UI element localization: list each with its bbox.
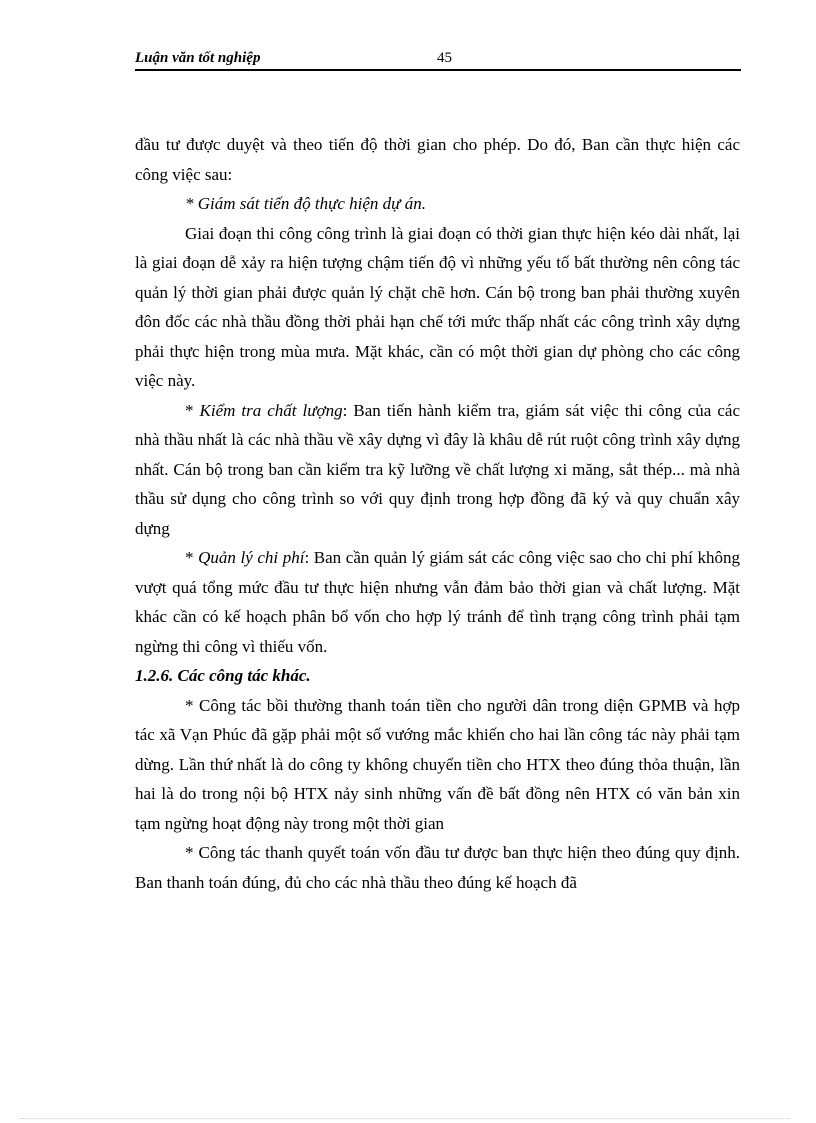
cost-management-text: : Ban cần quản lý giám sát các công việc sao cho chi phí không vượt quá tổng mức đầu tư thực hiện nhưng vẫn đảm bảo thời gian và chất lượng. Mặt khác cần có kế hoạch phân bổ vốn cho hợp lý tránh để tình trạng công trình phải tạm ngừng thi công vì thiếu vốn.	[135, 548, 740, 656]
quality-check-label: Kiểm tra chất lượng	[199, 400, 343, 420]
paragraph-quality-check	[135, 396, 740, 544]
cost-management-label: Quản lý chi phí	[198, 548, 305, 567]
paragraph-intro: đầu tư được duyệt và theo tiến độ thời gian cho phép. Do đó, Ban cần thực hiện các công việc sau:	[135, 135, 740, 184]
page-body	[135, 130, 740, 897]
quality-check-text: : Ban tiến hành kiểm tra, giám sát việc thi công của các nhà thầu nhất là các nhà thầu về xây dựng vì đây là khâu dễ rút ruột công trình xây dựng nhất. Cán bộ trong ban cần kiểm tra kỹ lưỡng về chất lượng xi măng, sắt thép... mà nhà thầu sử dụng cho công trình so với quy định trong hợp đồng đã ký và quy chuẩn xây dựng	[135, 400, 741, 538]
page-number: 45	[437, 50, 452, 66]
footer-divider	[20, 1118, 790, 1119]
paragraph-cost-management	[135, 543, 740, 661]
paragraph-construction-phase: Giai đoạn thi công công trình là giai đoạn có thời gian thực hiện kéo dài nhất, lại là giai đoạn dễ xảy ra hiện tượng chậm tiến độ vì những yếu tố bất thường nên công tác quản lý thời gian phải được quản lý chặt chẽ hơn. Cán bộ trong ban phải thường xuyên đôn đốc các nhà thầu đồng thời phải hạn chế tới mức thấp nhất các công trình xây dựng phải thực hiện trong mùa mưa. Mặt khác, cần có một thời gian dự phòng cho các công việc này.	[135, 223, 740, 390]
bullet-star: *	[185, 400, 200, 420]
subheading-progress-supervision	[135, 189, 740, 219]
header-divider	[135, 69, 741, 71]
paragraph-compensation: * Công tác bồi thường thanh toán tiền cho người dân trong diện GPMB và hợp tác xã Vạn Phúc đã gặp phải một số vướng mắc khiến cho hai lần công tác này phải tạm dừng. Lần thứ nhất là do công ty không chuyển tiền cho HTX theo đúng thỏa thuận, lần hai là do trong nội bộ HTX nảy sinh những vấn đề bất đồng nên HTX có văn bản xin tạm ngừng hoạt động này trong một thời gian	[135, 695, 740, 833]
section-heading: 1.2.6. Các công tác khác.	[135, 666, 311, 685]
paragraph-settlement: * Công tác thanh quyết toán vốn đầu tư được ban thực hiện theo đúng quy định. Ban thanh toán đúng, đủ cho các nhà thầu theo đúng kế hoạch đã	[135, 843, 740, 892]
subheading-progress-label: * Giám sát tiến độ thực hiện dự án.	[185, 194, 426, 213]
running-header-title: Luận văn tốt nghiệp	[135, 50, 261, 66]
bullet-star: *	[185, 548, 199, 567]
